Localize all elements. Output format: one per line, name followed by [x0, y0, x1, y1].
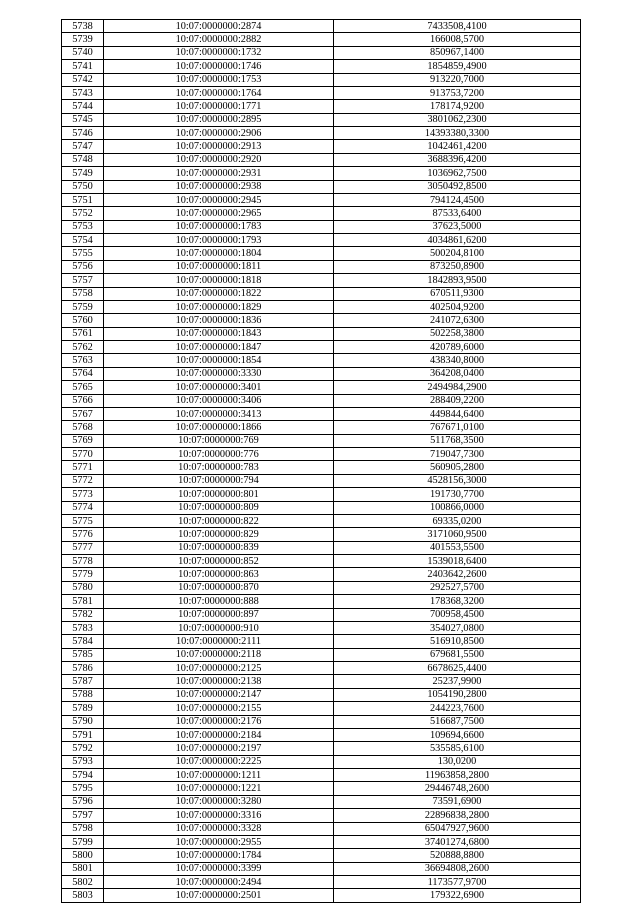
table-row: [62, 755, 581, 768]
row-number-cell: 5792: [62, 742, 104, 755]
table-row: [62, 474, 581, 487]
value-cell: 794124,4500: [334, 193, 581, 206]
table-row: [62, 862, 581, 875]
table-row: [62, 688, 581, 701]
table-row: [62, 608, 581, 621]
table-row: [62, 180, 581, 193]
table-row: [62, 153, 581, 166]
row-number-cell: 5784: [62, 635, 104, 648]
value-cell: 130,0200: [334, 755, 581, 768]
value-cell: 109694,6600: [334, 728, 581, 741]
cadastral-number-cell: 10:07:0000000:2931: [104, 167, 334, 180]
row-number-cell: 5796: [62, 795, 104, 808]
cadastral-number-cell: 10:07:0000000:2938: [104, 180, 334, 193]
value-cell: 1842893,9500: [334, 274, 581, 287]
cadastral-number-cell: 10:07:0000000:863: [104, 568, 334, 581]
value-cell: 25237,9900: [334, 675, 581, 688]
value-cell: 670511,9300: [334, 287, 581, 300]
value-cell: 65047927,9600: [334, 822, 581, 835]
table-row: [62, 448, 581, 461]
value-cell: 500204,8100: [334, 247, 581, 260]
table-row: [62, 207, 581, 220]
cadastral-number-cell: 10:07:0000000:1836: [104, 314, 334, 327]
cadastral-number-cell: 10:07:0000000:2118: [104, 648, 334, 661]
value-cell: 354027,0800: [334, 621, 581, 634]
cadastral-number-cell: 10:07:0000000:794: [104, 474, 334, 487]
cadastral-number-cell: 10:07:0000000:3413: [104, 407, 334, 420]
value-cell: 560905,2800: [334, 461, 581, 474]
cadastral-number-cell: 10:07:0000000:801: [104, 488, 334, 501]
table-row: [62, 113, 581, 126]
value-cell: 73591,6900: [334, 795, 581, 808]
table-row: [62, 849, 581, 862]
table-row: [62, 501, 581, 514]
value-cell: 37401274,6800: [334, 835, 581, 848]
row-number-cell: 5767: [62, 407, 104, 420]
table-row: [62, 234, 581, 247]
cadastral-number-cell: 10:07:0000000:2225: [104, 755, 334, 768]
cadastral-number-cell: 10:07:0000000:2501: [104, 889, 334, 902]
cadastral-number-cell: 10:07:0000000:2147: [104, 688, 334, 701]
table-body: [62, 20, 581, 903]
row-number-cell: 5741: [62, 60, 104, 73]
cadastral-number-cell: 10:07:0000000:2184: [104, 728, 334, 741]
row-number-cell: 5750: [62, 180, 104, 193]
value-cell: 873250,8900: [334, 260, 581, 273]
cadastral-number-cell: 10:07:0000000:1732: [104, 46, 334, 59]
row-number-cell: 5776: [62, 528, 104, 541]
row-number-cell: 5758: [62, 287, 104, 300]
row-number-cell: 5793: [62, 755, 104, 768]
row-number-cell: 5779: [62, 568, 104, 581]
cadastral-number-cell: 10:07:0000000:1811: [104, 260, 334, 273]
table-row: [62, 434, 581, 447]
row-number-cell: 5756: [62, 260, 104, 273]
value-cell: 449844,6400: [334, 407, 581, 420]
cadastral-number-cell: 10:07:0000000:839: [104, 541, 334, 554]
row-number-cell: 5799: [62, 835, 104, 848]
row-number-cell: 5763: [62, 354, 104, 367]
value-cell: 516687,7500: [334, 715, 581, 728]
row-number-cell: 5745: [62, 113, 104, 126]
table-row: [62, 394, 581, 407]
table-row: [62, 140, 581, 153]
cadastral-number-cell: 10:07:0000000:2945: [104, 193, 334, 206]
table-row: [62, 514, 581, 527]
table-row: [62, 528, 581, 541]
table-row: [62, 715, 581, 728]
table-row: [62, 809, 581, 822]
cadastral-number-cell: 10:07:0000000:870: [104, 581, 334, 594]
row-number-cell: 5742: [62, 73, 104, 86]
value-cell: 679681,5500: [334, 648, 581, 661]
row-number-cell: 5740: [62, 46, 104, 59]
row-number-cell: 5754: [62, 234, 104, 247]
value-cell: 401553,5500: [334, 541, 581, 554]
row-number-cell: 5769: [62, 434, 104, 447]
value-cell: 1173577,9700: [334, 876, 581, 889]
value-cell: 1036962,7500: [334, 167, 581, 180]
cadastral-number-cell: 10:07:0000000:2965: [104, 207, 334, 220]
value-cell: 364208,0400: [334, 367, 581, 380]
cadastral-number-cell: 10:07:0000000:2176: [104, 715, 334, 728]
value-cell: 11963858,2800: [334, 769, 581, 782]
table-row: [62, 367, 581, 380]
row-number-cell: 5771: [62, 461, 104, 474]
cadastral-number-cell: 10:07:0000000:822: [104, 514, 334, 527]
cadastral-number-cell: 10:07:0000000:2955: [104, 835, 334, 848]
row-number-cell: 5782: [62, 608, 104, 621]
row-number-cell: 5777: [62, 541, 104, 554]
value-cell: 516910,8500: [334, 635, 581, 648]
value-cell: 87533,6400: [334, 207, 581, 220]
row-number-cell: 5778: [62, 555, 104, 568]
value-cell: 100866,0000: [334, 501, 581, 514]
value-cell: 535585,6100: [334, 742, 581, 755]
row-number-cell: 5780: [62, 581, 104, 594]
table-row: [62, 167, 581, 180]
table-row: [62, 889, 581, 902]
table-row: [62, 60, 581, 73]
cadastral-number-cell: 10:07:0000000:809: [104, 501, 334, 514]
table-row: [62, 662, 581, 675]
cadastral-number-cell: 10:07:0000000:3401: [104, 381, 334, 394]
cadastral-number-cell: 10:07:0000000:1793: [104, 234, 334, 247]
value-cell: 4528156,3000: [334, 474, 581, 487]
value-cell: 36694808,2600: [334, 862, 581, 875]
cadastral-number-cell: 10:07:0000000:2125: [104, 662, 334, 675]
value-cell: 4034861,6200: [334, 234, 581, 247]
row-number-cell: 5746: [62, 127, 104, 140]
table-row: [62, 287, 581, 300]
value-cell: 288409,2200: [334, 394, 581, 407]
value-cell: 69335,0200: [334, 514, 581, 527]
table-row: [62, 300, 581, 313]
value-cell: 1054190,2800: [334, 688, 581, 701]
value-cell: 37623,5000: [334, 220, 581, 233]
row-number-cell: 5794: [62, 769, 104, 782]
table-row: [62, 461, 581, 474]
row-number-cell: 5791: [62, 728, 104, 741]
row-number-cell: 5802: [62, 876, 104, 889]
table-row: [62, 595, 581, 608]
table-row: [62, 648, 581, 661]
row-number-cell: 5747: [62, 140, 104, 153]
value-cell: 292527,5700: [334, 581, 581, 594]
table-row: [62, 635, 581, 648]
cadastral-number-cell: 10:07:0000000:783: [104, 461, 334, 474]
row-number-cell: 5764: [62, 367, 104, 380]
value-cell: 7433508,4100: [334, 20, 581, 33]
table-row: [62, 274, 581, 287]
row-number-cell: 5753: [62, 220, 104, 233]
value-cell: 511768,3500: [334, 434, 581, 447]
cadastral-number-cell: 10:07:0000000:2111: [104, 635, 334, 648]
cadastral-number-cell: 10:07:0000000:1784: [104, 849, 334, 862]
value-cell: 3171060,9500: [334, 528, 581, 541]
row-number-cell: 5800: [62, 849, 104, 862]
cadastral-number-cell: 10:07:0000000:888: [104, 595, 334, 608]
row-number-cell: 5738: [62, 20, 104, 33]
value-cell: 3688396,4200: [334, 153, 581, 166]
cadastral-number-cell: 10:07:0000000:3316: [104, 809, 334, 822]
cadastral-number-cell: 10:07:0000000:1764: [104, 86, 334, 99]
value-cell: 29446748,2600: [334, 782, 581, 795]
cadastral-number-cell: 10:07:0000000:1829: [104, 300, 334, 313]
value-cell: 166008,5700: [334, 33, 581, 46]
value-cell: 913753,7200: [334, 86, 581, 99]
value-cell: 1539018,6400: [334, 555, 581, 568]
row-number-cell: 5790: [62, 715, 104, 728]
value-cell: 420789,6000: [334, 341, 581, 354]
table-row: [62, 341, 581, 354]
value-cell: 913220,7000: [334, 73, 581, 86]
row-number-cell: 5761: [62, 327, 104, 340]
row-number-cell: 5751: [62, 193, 104, 206]
cadastral-number-cell: 10:07:0000000:1854: [104, 354, 334, 367]
table-row: [62, 100, 581, 113]
cadastral-number-cell: 10:07:0000000:3406: [104, 394, 334, 407]
cadastral-number-cell: 10:07:0000000:897: [104, 608, 334, 621]
row-number-cell: 5744: [62, 100, 104, 113]
row-number-cell: 5797: [62, 809, 104, 822]
table-row: [62, 876, 581, 889]
row-number-cell: 5788: [62, 688, 104, 701]
value-cell: 402504,9200: [334, 300, 581, 313]
cadastral-number-cell: 10:07:0000000:1822: [104, 287, 334, 300]
row-number-cell: 5759: [62, 300, 104, 313]
table-row: [62, 327, 581, 340]
value-cell: 2494984,2900: [334, 381, 581, 394]
row-number-cell: 5798: [62, 822, 104, 835]
cadastral-number-cell: 10:07:0000000:2920: [104, 153, 334, 166]
table-row: [62, 769, 581, 782]
cadastral-number-cell: 10:07:0000000:1783: [104, 220, 334, 233]
cadastral-number-cell: 10:07:0000000:3280: [104, 795, 334, 808]
table-row: [62, 555, 581, 568]
row-number-cell: 5781: [62, 595, 104, 608]
cadastral-value-table: [61, 19, 581, 903]
table-row: [62, 193, 581, 206]
cadastral-number-cell: 10:07:0000000:1847: [104, 341, 334, 354]
value-cell: 502258,3800: [334, 327, 581, 340]
row-number-cell: 5787: [62, 675, 104, 688]
row-number-cell: 5748: [62, 153, 104, 166]
value-cell: 178174,9200: [334, 100, 581, 113]
cadastral-number-cell: 10:07:0000000:776: [104, 448, 334, 461]
value-cell: 520888,8800: [334, 849, 581, 862]
cadastral-number-cell: 10:07:0000000:1753: [104, 73, 334, 86]
table-row: [62, 260, 581, 273]
row-number-cell: 5770: [62, 448, 104, 461]
row-number-cell: 5749: [62, 167, 104, 180]
value-cell: 850967,1400: [334, 46, 581, 59]
cadastral-number-cell: 10:07:0000000:1804: [104, 247, 334, 260]
row-number-cell: 5786: [62, 662, 104, 675]
table-row: [62, 407, 581, 420]
table-row: [62, 728, 581, 741]
row-number-cell: 5803: [62, 889, 104, 902]
value-cell: 179322,6900: [334, 889, 581, 902]
row-number-cell: 5762: [62, 341, 104, 354]
cadastral-number-cell: 10:07:0000000:1843: [104, 327, 334, 340]
table-row: [62, 421, 581, 434]
value-cell: 719047,7300: [334, 448, 581, 461]
cadastral-number-cell: 10:07:0000000:1771: [104, 100, 334, 113]
cadastral-number-cell: 10:07:0000000:769: [104, 434, 334, 447]
table-row: [62, 782, 581, 795]
table-row: [62, 46, 581, 59]
value-cell: 2403642,2600: [334, 568, 581, 581]
row-number-cell: 5789: [62, 702, 104, 715]
value-cell: 1042461,4200: [334, 140, 581, 153]
value-cell: 191730,7700: [334, 488, 581, 501]
row-number-cell: 5760: [62, 314, 104, 327]
table-row: [62, 247, 581, 260]
cadastral-number-cell: 10:07:0000000:910: [104, 621, 334, 634]
table-row: [62, 220, 581, 233]
table-row: [62, 581, 581, 594]
row-number-cell: 5757: [62, 274, 104, 287]
table-row: [62, 86, 581, 99]
row-number-cell: 5773: [62, 488, 104, 501]
cadastral-number-cell: 10:07:0000000:2138: [104, 675, 334, 688]
value-cell: 241072,6300: [334, 314, 581, 327]
table-row: [62, 621, 581, 634]
cadastral-number-cell: 10:07:0000000:1866: [104, 421, 334, 434]
value-cell: 3050492,8500: [334, 180, 581, 193]
cadastral-number-cell: 10:07:0000000:1818: [104, 274, 334, 287]
cadastral-number-cell: 10:07:0000000:2913: [104, 140, 334, 153]
value-cell: 22896838,2800: [334, 809, 581, 822]
cadastral-number-cell: 10:07:0000000:1211: [104, 769, 334, 782]
table-row: [62, 835, 581, 848]
row-number-cell: 5766: [62, 394, 104, 407]
row-number-cell: 5768: [62, 421, 104, 434]
row-number-cell: 5765: [62, 381, 104, 394]
cadastral-number-cell: 10:07:0000000:2494: [104, 876, 334, 889]
cadastral-number-cell: 10:07:0000000:852: [104, 555, 334, 568]
cadastral-number-cell: 10:07:0000000:2906: [104, 127, 334, 140]
cadastral-number-cell: 10:07:0000000:2882: [104, 33, 334, 46]
cadastral-number-cell: 10:07:0000000:3399: [104, 862, 334, 875]
value-cell: 244223,7600: [334, 702, 581, 715]
table-row: [62, 822, 581, 835]
table-row: [62, 488, 581, 501]
cadastral-number-cell: 10:07:0000000:1221: [104, 782, 334, 795]
table-row: [62, 33, 581, 46]
value-cell: 1854859,4900: [334, 60, 581, 73]
value-cell: 14393380,3300: [334, 127, 581, 140]
value-cell: 6678625,4400: [334, 662, 581, 675]
cadastral-number-cell: 10:07:0000000:829: [104, 528, 334, 541]
table-row: [62, 127, 581, 140]
table-row: [62, 381, 581, 394]
cadastral-number-cell: 10:07:0000000:2874: [104, 20, 334, 33]
row-number-cell: 5772: [62, 474, 104, 487]
value-cell: 700958,4500: [334, 608, 581, 621]
value-cell: 178368,3200: [334, 595, 581, 608]
table-row: [62, 702, 581, 715]
table-row: [62, 354, 581, 367]
table-row: [62, 795, 581, 808]
row-number-cell: 5785: [62, 648, 104, 661]
value-cell: 3801062,2300: [334, 113, 581, 126]
row-number-cell: 5743: [62, 86, 104, 99]
row-number-cell: 5755: [62, 247, 104, 260]
cadastral-number-cell: 10:07:0000000:3328: [104, 822, 334, 835]
cadastral-number-cell: 10:07:0000000:2895: [104, 113, 334, 126]
cadastral-number-cell: 10:07:0000000:2155: [104, 702, 334, 715]
row-number-cell: 5774: [62, 501, 104, 514]
table-row: [62, 742, 581, 755]
row-number-cell: 5795: [62, 782, 104, 795]
row-number-cell: 5752: [62, 207, 104, 220]
table-row: [62, 675, 581, 688]
row-number-cell: 5739: [62, 33, 104, 46]
table-row: [62, 541, 581, 554]
row-number-cell: 5783: [62, 621, 104, 634]
table-row: [62, 568, 581, 581]
table-row: [62, 20, 581, 33]
row-number-cell: 5775: [62, 514, 104, 527]
row-number-cell: 5801: [62, 862, 104, 875]
table-row: [62, 73, 581, 86]
cadastral-number-cell: 10:07:0000000:3330: [104, 367, 334, 380]
cadastral-number-cell: 10:07:0000000:1746: [104, 60, 334, 73]
cadastral-number-cell: 10:07:0000000:2197: [104, 742, 334, 755]
value-cell: 438340,8000: [334, 354, 581, 367]
value-cell: 767671,0100: [334, 421, 581, 434]
table-row: [62, 314, 581, 327]
